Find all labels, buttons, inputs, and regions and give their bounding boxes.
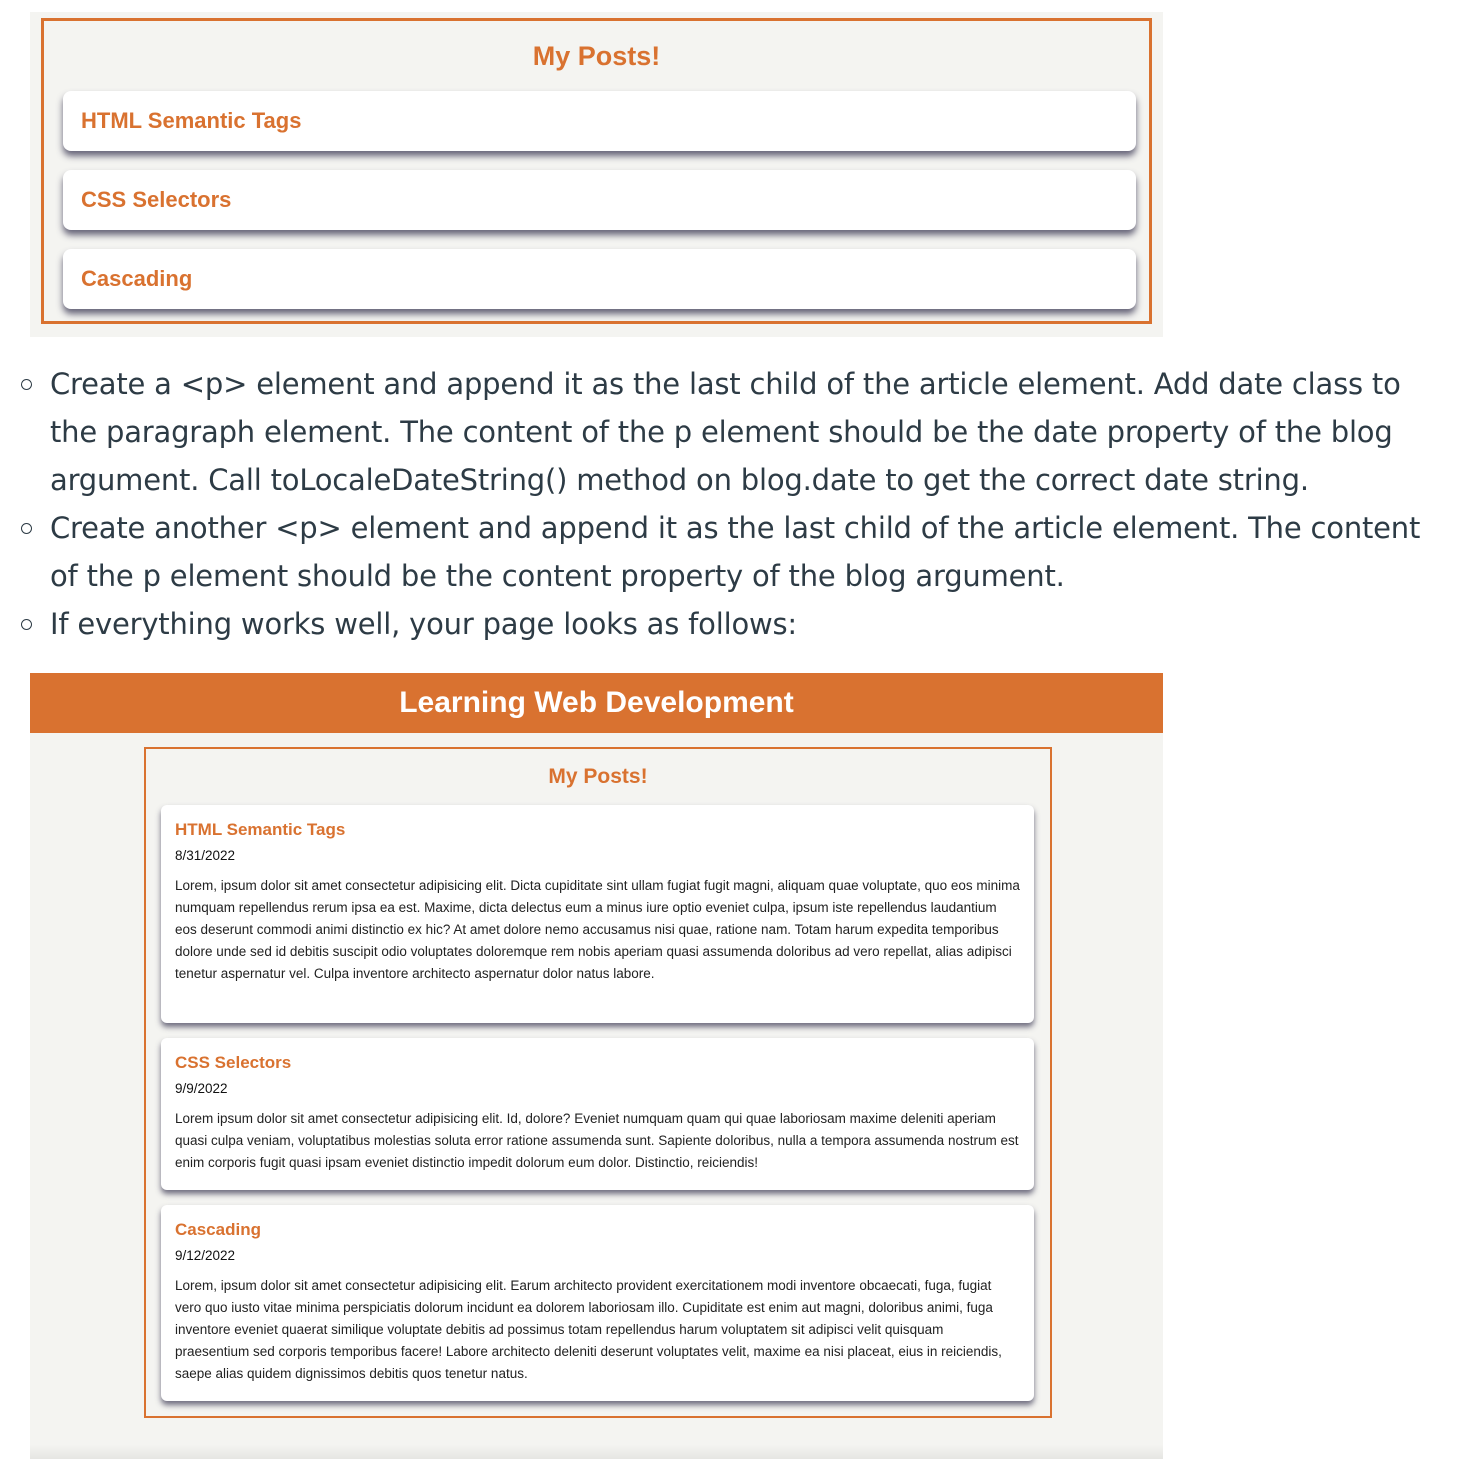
post-title: CSS Selectors: [175, 1053, 292, 1072]
circle-bullet-icon: [21, 523, 32, 534]
circle-bullet-icon: [21, 619, 32, 630]
circle-bullet-icon: [21, 379, 32, 390]
post-content: Lorem, ipsum dolor sit amet consectetur adipisicing elit. Earum architecto provident exercitationem modi inventore obcaecati, fuga, fugiat vero quo iusto vitae minima perspiciatis dolorum incidunt ea dolorem laboriosam illo. Cupiditate est enim aut magni, doloribus animi, fuga inventore eveniet quaerat similique voluptate debitis ad possimus totam repellendus harum voluptatem sit adipisci velit quisquam praesentium sed corporis temporibus facere! Labore architecto deleniti deserunt voluptates velit, maxime ea nisi placeat, eius in reiciendis, saepe alias quidem dignissimos debitis quos tenetur natus.: [175, 1278, 1002, 1381]
site-header: [30, 673, 1163, 733]
instruction-text: Create another <p> element and append it as the last child of the article element. The content of the p element should be the content property of the blog argument.: [50, 511, 1421, 593]
post-date: 8/31/2022: [175, 848, 236, 863]
page-bottom-edge: [30, 1445, 1163, 1459]
post-title: HTML Semantic Tags: [175, 820, 346, 839]
posts-section: [144, 747, 1052, 1418]
posts-section-title: My Posts!: [548, 765, 648, 788]
posts-section: [41, 18, 1152, 324]
post-title: CSS Selectors: [81, 187, 232, 212]
post-title: Cascading: [175, 1220, 261, 1239]
post-article: [161, 1038, 1034, 1190]
instruction-item: [0, 360, 1462, 504]
instruction-text: If everything works well, your page looks as follows:: [50, 607, 797, 641]
post-date: 9/9/2022: [175, 1081, 228, 1096]
site-title: Learning Web Development: [399, 686, 794, 719]
post-card: [63, 91, 1136, 151]
instruction-text: Create a <p> element and append it as the last child of the article element. Add date class to the paragraph element. The content of the p element should be the date property of the blog argument. Call toLocaleDateString() method on blog.date to get the correct date string.: [50, 367, 1401, 497]
posts-section-title: My Posts!: [532, 41, 661, 71]
post-content: Lorem ipsum dolor sit amet consectetur adipisicing elit. Id, dolore? Eveniet numquam quam qui quae laboriosam maxime deleniti aperiam quasi culpa veniam, voluptatibus molestias soluta error ratione assumenda sunt. Sapiente doloribus, nulla a tempora assumenda nostrum est enim corporis fugit quasi ipsam eveniet distinctio impedit dolorum eum dolor. Distinctio, reiciendis!: [175, 1111, 1019, 1170]
post-date: 9/12/2022: [175, 1248, 236, 1263]
instruction-list: [0, 360, 1462, 648]
post-card: [63, 249, 1136, 309]
post-title: HTML Semantic Tags: [81, 108, 302, 133]
instruction-item: [0, 504, 1462, 600]
screenshot-full-page: [30, 673, 1163, 1459]
instruction-item: [0, 600, 1462, 648]
post-article: [161, 805, 1034, 1023]
screenshot-titles-only: [30, 12, 1163, 337]
post-card: [63, 170, 1136, 230]
post-article: [161, 1205, 1034, 1401]
post-title: Cascading: [81, 266, 193, 291]
post-content: Lorem, ipsum dolor sit amet consectetur adipisicing elit. Dicta cupiditate sint ullam fugiat fugit magni, aliquam quae voluptate, quo eos minima numquam repellendus rerum ipsa ea est. Maxime, dicta delectus eum a minus iure optio eveniet culpa, ipsum iste repellendus laudantium eos deserunt commodi animi distinctio ex hic? At amet dolore nemo accusamus nisi quae, ratione nam. Totam harum expedita temporibus dolore unde sed id debitis suscipit odio voluptates doloremque rem nobis aperiam quasi assumenda doloribus ad vero repellat, alias adipisci tenetur aspernatur vel. Culpa inventore architecto aspernatur dolor natus labore.: [175, 878, 1020, 981]
